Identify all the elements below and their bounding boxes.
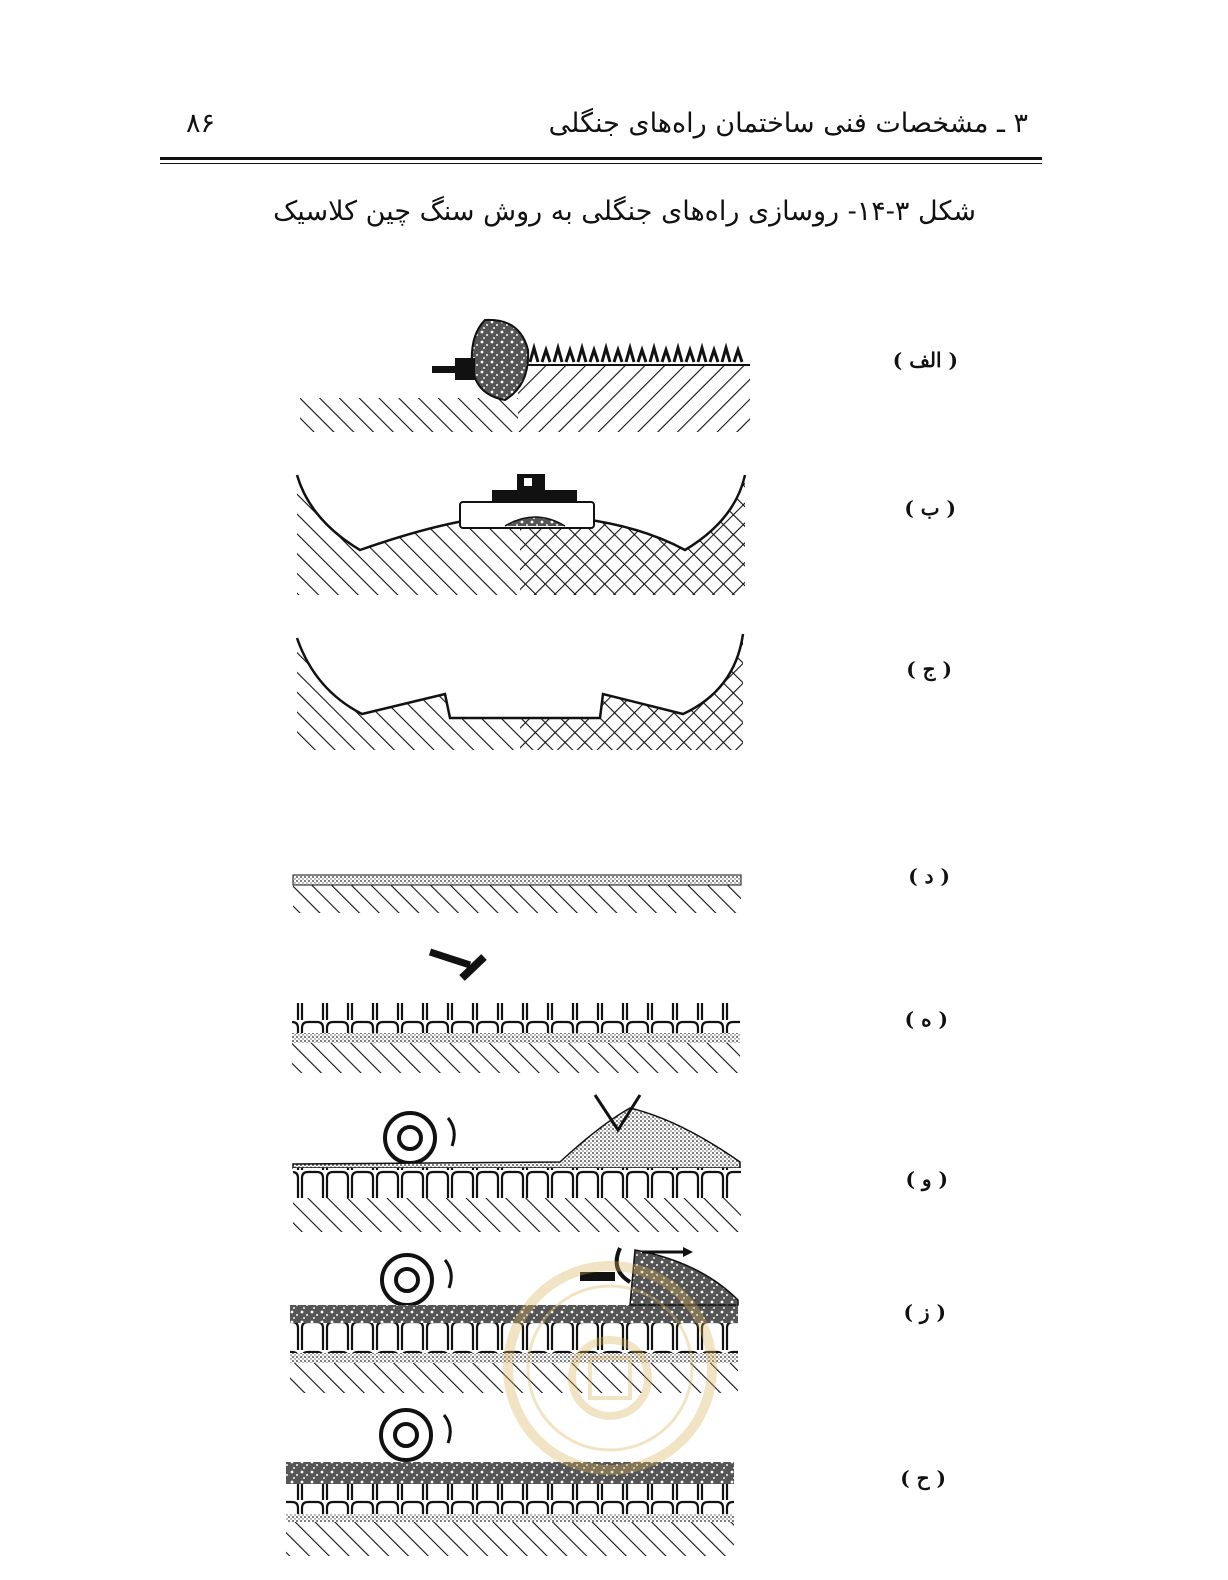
page-number: ۸۶ (186, 108, 216, 139)
panel-label-he2: ( ح ) (900, 1466, 946, 1490)
panel-vav-drawing (293, 1095, 741, 1232)
panel-be-drawing (297, 474, 745, 595)
panel-jim-drawing (297, 634, 743, 750)
panel-dal-drawing (293, 875, 741, 913)
figure-caption: شکل ۳-۱۴- روسازی راه‌های جنگلی به روش سنگ چین کلاسیک (273, 196, 976, 227)
panel-label-he: ( ه ) (904, 1007, 948, 1031)
panel-label-vav: ( و ) (905, 1167, 948, 1191)
panel-he-drawing (292, 952, 740, 1073)
publisher-stamp-watermark (500, 1258, 720, 1478)
panel-label-ze: ( ز ) (903, 1300, 946, 1324)
chapter-title: ۳ ـ مشخصات فنی ساختمان راه‌های جنگلی (548, 108, 1028, 139)
panel-label-alef: ( الف ) (892, 348, 958, 372)
panel-label-jim: ( ج ) (906, 657, 952, 681)
panel-label-dal: ( د ) (908, 864, 950, 888)
panel-alef-drawing (300, 320, 750, 432)
panel-label-be: ( ب ) (904, 496, 956, 520)
